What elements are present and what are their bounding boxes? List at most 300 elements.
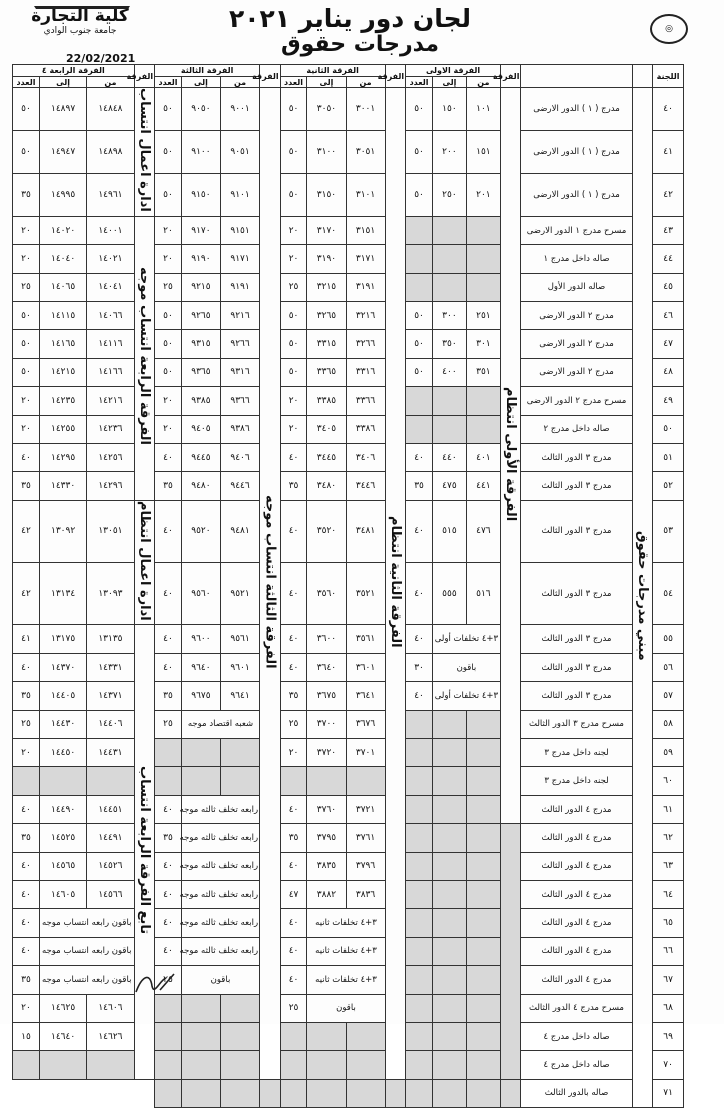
y1-to-cell: ٤٧٥ — [432, 472, 466, 500]
y4-from-cell: ١٣١٣٥ — [87, 625, 134, 653]
y2-count-cell: ٢٠ — [280, 415, 307, 443]
y2-to-cell: ٣١٠٠ — [307, 130, 346, 173]
table-row — [13, 1079, 684, 1107]
y4-from-cell: ١٣٠٩٣ — [87, 563, 134, 625]
committee-number: ٦٤ — [653, 880, 684, 908]
logo-roof-icon — [34, 6, 130, 19]
y2-from-cell: ٣٧٠١ — [346, 739, 385, 767]
y4-from-cell: ١٤٩٦١ — [87, 173, 134, 216]
committee-number: ٦٠ — [653, 767, 684, 795]
y3-count-cell: ٢٠ — [155, 216, 182, 244]
committee-number: ٧١ — [653, 1079, 684, 1107]
subheader-to-year4: إلى — [39, 77, 86, 88]
committee-number: ٦٩ — [653, 1022, 684, 1050]
y3-empty-cell — [155, 1051, 182, 1079]
y1-count-cell: ٤٠ — [406, 500, 433, 562]
y3-empty-cell — [181, 994, 220, 1022]
y3-empty-cell — [220, 1051, 259, 1079]
y4-from-cell: ١٤٢٥٦ — [87, 443, 134, 471]
y4-count-cell: ٤٠ — [13, 795, 40, 823]
y3-count-cell: ٥٠ — [155, 330, 182, 358]
y3-from-cell: ٩٠٥١ — [220, 130, 259, 173]
y3-count-cell: ٤٠ — [155, 500, 182, 562]
y3-from-cell: ٩٥٢١ — [220, 563, 259, 625]
y2-empty-cell — [346, 767, 385, 795]
y1-empty-cell — [432, 273, 466, 301]
y4-count-cell: ٣٥ — [13, 682, 40, 710]
y4-count-cell: ٥٠ — [13, 330, 40, 358]
y1-empty-cell — [466, 767, 500, 795]
y1-empty-cell — [466, 273, 500, 301]
y3-note-cell: رابعه تخلف ثالثه موجه — [181, 937, 259, 965]
y2-from-cell: ٣٤٤٦ — [346, 472, 385, 500]
y2-to-cell: ٣٣٦٥ — [307, 358, 346, 386]
y3-to-cell: ٩٦٧٥ — [181, 682, 220, 710]
y1-empty-cell — [432, 415, 466, 443]
y1-empty-cell — [466, 880, 500, 908]
y1-empty-cell — [406, 966, 433, 994]
place-cell: مدرج ٣ الدور الثالث — [521, 472, 632, 500]
y3-from-cell: ٩١٩١ — [220, 273, 259, 301]
committee-number: ٦١ — [653, 795, 684, 823]
y3-empty-cell — [181, 739, 220, 767]
y4-empty-cell — [87, 1051, 134, 1079]
y2-count-cell: ٢٠ — [280, 387, 307, 415]
y2-to-cell: ٣٤٨٠ — [307, 472, 346, 500]
y4-count-cell: ٤٠ — [13, 653, 40, 681]
y4-vertical-label — [134, 625, 155, 1079]
table-row — [13, 625, 684, 653]
y3-from-cell: ٩٠٠١ — [220, 88, 259, 131]
y2-count-cell: ٤٠ — [280, 653, 307, 681]
y4-from-cell: ١٤٤٠٦ — [87, 710, 134, 738]
committee-number: ٦٢ — [653, 824, 684, 852]
y1-empty-cell — [466, 795, 500, 823]
y4-to-cell: ١٤٥٦٥ — [39, 852, 86, 880]
y4-to-cell: ١٤٤٩٠ — [39, 795, 86, 823]
y1-from-cell: ١٥١ — [466, 130, 500, 173]
committee-number: ٤٣ — [653, 216, 684, 244]
y1-empty-cell — [406, 767, 433, 795]
y4-count-cell: ٤٠ — [13, 880, 40, 908]
y2-to-cell: ٣٧٠٠ — [307, 710, 346, 738]
y4-vertical-label — [134, 216, 155, 500]
y2-count-cell: ٢٠ — [280, 216, 307, 244]
committee-number: ٥٩ — [653, 739, 684, 767]
y1-empty-cell — [432, 824, 466, 852]
table-row — [13, 1022, 684, 1050]
y1-empty-cell — [432, 1051, 466, 1079]
y1-count-cell: ٥٠ — [406, 130, 433, 173]
y4-count-cell: ٤٠ — [13, 443, 40, 471]
y2-empty-cell — [307, 1051, 346, 1079]
place-cell: مسرح مدرج ١ الدور الارضى — [521, 216, 632, 244]
y2-count-cell: ٤٠ — [280, 563, 307, 625]
header-year4: الفرقة الرابعة ٤ — [13, 65, 135, 77]
y1-empty-cell — [432, 795, 466, 823]
header-year-label-2: الفرقة — [385, 65, 406, 88]
y1-empty-cell — [432, 909, 466, 937]
y2-count-cell: ٢٥ — [280, 994, 307, 1022]
y1-empty-cell — [500, 1079, 521, 1107]
table-row — [13, 245, 684, 273]
place-cell: صاله داخل مدرج ٢ — [521, 415, 632, 443]
y4-from-cell: ١٤٣٧١ — [87, 682, 134, 710]
y3-from-cell: ٩٣١٦ — [220, 358, 259, 386]
table-row — [13, 173, 684, 216]
y4-from-cell: ١٤٣٣١ — [87, 653, 134, 681]
y2-to-cell: ٣٧٩٥ — [307, 824, 346, 852]
y2-to-cell: ٣٢٦٥ — [307, 302, 346, 330]
y3-to-cell: ٩٣١٥ — [181, 330, 220, 358]
place-cell: صاله داخل مدرج ١ — [521, 245, 632, 273]
y3-empty-cell — [260, 1079, 281, 1107]
y4-from-cell: ١٣٠٥١ — [87, 500, 134, 562]
y4-count-cell: ٢٠ — [13, 216, 40, 244]
y1-from-cell: ٤٤١ — [466, 472, 500, 500]
y3-note-cell: رابعه تخلف ثالثه موجه — [181, 852, 259, 880]
y2-count-cell: ٤٠ — [280, 852, 307, 880]
y1-count-cell: ٣٥ — [406, 472, 433, 500]
table-row — [13, 415, 684, 443]
y4-to-cell: ١٤٢٣٥ — [39, 387, 86, 415]
y4-from-cell: ١٤٠٠١ — [87, 216, 134, 244]
y4-from-cell: ١٤٢١٦ — [87, 387, 134, 415]
y3-note-cell: رابعه تخلف ثالثه موجه — [181, 909, 259, 937]
y3-count-cell: ٤٠ — [155, 852, 182, 880]
y4-vertical-text: الفرقة الرابعة انتساب موجه — [136, 267, 152, 446]
y3-note-cell: شعبه اقتصاد موجه — [181, 710, 259, 738]
y1-count-cell: ٥٠ — [406, 330, 433, 358]
y4-from-cell: ١٤٠٦٦ — [87, 302, 134, 330]
y3-empty-cell — [155, 739, 182, 767]
y2-to-cell: ٣١٧٠ — [307, 216, 346, 244]
y4-to-cell: ١٤٩٩٥ — [39, 173, 86, 216]
y3-empty-cell — [181, 1051, 220, 1079]
y4-count-cell: ٣٥ — [13, 824, 40, 852]
y2-note-cell: ٣+٤ تخلفات ثانيه — [307, 937, 385, 965]
committee-number: ٥١ — [653, 443, 684, 471]
y4-count-cell: ٣٥ — [13, 472, 40, 500]
place-cell: صاله داخل مدرج ٤ — [521, 1051, 632, 1079]
table-row — [13, 472, 684, 500]
y2-from-cell: ٣٦٤١ — [346, 682, 385, 710]
committee-number: ٥٣ — [653, 500, 684, 562]
y4-count-cell: ٤٠ — [13, 937, 40, 965]
y4-count-cell: ٢٠ — [13, 415, 40, 443]
faculty-logo — [20, 6, 140, 50]
y3-count-cell: ٥٠ — [155, 358, 182, 386]
y2-from-cell: ٣٥٢١ — [346, 563, 385, 625]
y1-from-cell: ٢٠١ — [466, 173, 500, 216]
y4-from-cell: ١٤٨٤٨ — [87, 88, 134, 131]
university-seal-icon: ◎ — [650, 14, 688, 44]
y2-to-cell: ٣١٩٠ — [307, 245, 346, 273]
y3-note-cell: باقون — [181, 966, 259, 994]
document-header — [0, 0, 724, 66]
committee-number: ٤٦ — [653, 302, 684, 330]
y1-empty-cell — [466, 245, 500, 273]
y2-count-cell: ٣٥ — [280, 682, 307, 710]
y2-count-cell: ٢٥ — [280, 273, 307, 301]
y4-to-cell: ١٣١٣٤ — [39, 563, 86, 625]
y2-from-cell: ٣٧٦١ — [346, 824, 385, 852]
y4-count-cell: ٢٥ — [13, 710, 40, 738]
committee-number: ٦٨ — [653, 994, 684, 1022]
place-cell: مدرج ٤ الدور الثالث — [521, 824, 632, 852]
y4-count-cell: ٤٢ — [13, 563, 40, 625]
y4-note-cell: باقون رابعه انتساب موجه — [39, 909, 134, 937]
y2-note-cell: ٣+٤ تخلفات ثانيه — [307, 909, 385, 937]
y2-to-cell: ٣٨٨٢ — [307, 880, 346, 908]
y3-count-cell: ٤٠ — [155, 653, 182, 681]
y4-count-cell: ٢٠ — [13, 245, 40, 273]
y2-vertical-text: الفرقة الثانية انتظام — [387, 515, 403, 648]
y1-empty-cell — [406, 739, 433, 767]
place-cell: مدرج ٣ الدور الثالث — [521, 653, 632, 681]
y3-to-cell: ٩٤٠٥ — [181, 415, 220, 443]
table-row — [13, 500, 684, 562]
y2-count-cell: ٤٠ — [280, 909, 307, 937]
y3-to-cell: ٩١٩٠ — [181, 245, 220, 273]
y2-from-cell: ٣٠٥١ — [346, 130, 385, 173]
committee-number: ٤٨ — [653, 358, 684, 386]
y2-count-cell: ٣٥ — [280, 824, 307, 852]
y2-empty-cell — [307, 767, 346, 795]
y4-to-cell: ١٤٦٠٥ — [39, 880, 86, 908]
table-row — [13, 216, 684, 244]
y4-empty-cell — [39, 1051, 86, 1079]
y3-to-cell: ٩٦٠٠ — [181, 625, 220, 653]
y1-empty-cell — [406, 415, 433, 443]
y2-to-cell: ٣٤٠٥ — [307, 415, 346, 443]
y1-empty-cell — [466, 966, 500, 994]
y4-from-cell: ١٤٠٢١ — [87, 245, 134, 273]
place-cell: مدرج ٢ الدور الارضى — [521, 330, 632, 358]
y3-empty-cell — [181, 1022, 220, 1050]
committee-number: ٥٧ — [653, 682, 684, 710]
y4-from-cell: ١٤٥٦٦ — [87, 880, 134, 908]
header-year3: الفرقة الثالثة — [155, 65, 260, 77]
y3-from-cell: ٩٢٦٦ — [220, 330, 259, 358]
table-row — [13, 937, 684, 965]
y2-count-cell: ٥٠ — [280, 130, 307, 173]
y2-from-cell: ٣٢٦٦ — [346, 330, 385, 358]
y4-to-cell: ١٤٣٧٠ — [39, 653, 86, 681]
subheader-count-year2: العدد — [280, 77, 307, 88]
y3-from-cell: ٩٦٤١ — [220, 682, 259, 710]
header-committee: اللجنة — [653, 65, 684, 88]
y2-to-cell: ٣٧٢٠ — [307, 739, 346, 767]
y1-empty-cell — [432, 852, 466, 880]
subheader-to-year2: إلى — [307, 77, 346, 88]
place-cell: مدرج ٣ الدور الثالث — [521, 625, 632, 653]
y1-empty-cell — [406, 852, 433, 880]
y1-empty-cell — [406, 824, 433, 852]
y3-vertical-text: الفرقة الثالثة انتساب موجه — [262, 494, 278, 669]
subheader-from-year1: من — [466, 77, 500, 88]
y2-from-cell: ٣١٧١ — [346, 245, 385, 273]
header-year-label-3: الفرقة — [260, 65, 281, 88]
y4-from-cell: ١٤٥٢٦ — [87, 852, 134, 880]
table-row — [13, 880, 684, 908]
y4-empty-cell — [87, 767, 134, 795]
y4-from-cell: ١٤٦٢٦ — [87, 1022, 134, 1050]
place-vertical-label — [632, 88, 653, 1108]
y3-count-cell: ٥٠ — [155, 173, 182, 216]
y1-to-cell: ٤٤٠ — [432, 443, 466, 471]
y4-count-cell: ٢٠ — [13, 994, 40, 1022]
y3-count-cell: ٤٠ — [155, 937, 182, 965]
y1-to-cell: ٣٥٠ — [432, 330, 466, 358]
y1-empty-cell — [406, 1051, 433, 1079]
y3-from-cell: ٩١٥١ — [220, 216, 259, 244]
table-row — [13, 739, 684, 767]
y4-from-cell: ١٤٦٠٦ — [87, 994, 134, 1022]
y3-empty-cell — [220, 1022, 259, 1050]
y3-to-cell: ٩٥٦٠ — [181, 563, 220, 625]
y1-from-cell: ٤٠١ — [466, 443, 500, 471]
y3-to-cell: ٩٤٨٠ — [181, 472, 220, 500]
committee-number: ٤٩ — [653, 387, 684, 415]
y1-count-cell: ٤٠ — [406, 625, 433, 653]
table-row — [13, 130, 684, 173]
y1-empty-cell — [406, 387, 433, 415]
y2-count-cell: ٣٥ — [280, 472, 307, 500]
y2-empty-cell — [280, 1051, 307, 1079]
y1-note-cell: ٣+٤ تخلفات أولى — [432, 625, 500, 653]
y3-empty-cell — [220, 994, 259, 1022]
table-row — [13, 966, 684, 994]
y3-count-cell: ٢٥ — [155, 966, 182, 994]
header-year2: الفرقة الثانية — [280, 65, 385, 77]
y3-from-cell: ٩٤٨١ — [220, 500, 259, 562]
table-row — [13, 1051, 684, 1079]
place-cell: صاله داخل مدرج ٤ — [521, 1022, 632, 1050]
y1-count-cell: ٥٠ — [406, 88, 433, 131]
table-row — [13, 88, 684, 131]
y4-empty-cell — [220, 1079, 259, 1107]
y4-to-cell: ١٤٢١٥ — [39, 358, 86, 386]
y1-to-cell: ٥٥٥ — [432, 563, 466, 625]
y3-count-cell: ٣٥ — [155, 824, 182, 852]
y4-note-cell: باقون رابعه انتساب موجه — [39, 966, 134, 994]
header-place — [521, 65, 632, 88]
y2-count-cell: ٢٥ — [280, 710, 307, 738]
y4-count-cell: ٢٠ — [13, 387, 40, 415]
place-cell: صاله بالدور الثالث — [521, 1079, 632, 1107]
y1-from-cell: ١٠١ — [466, 88, 500, 131]
y1-empty-cell — [466, 415, 500, 443]
y2-count-cell: ٤٠ — [280, 937, 307, 965]
header-year-label-4: الفرقة — [134, 65, 155, 88]
y2-to-cell: ٣٣١٥ — [307, 330, 346, 358]
place-cell: مدرج ٤ الدور الثالث — [521, 795, 632, 823]
y1-count-cell: ٥٠ — [406, 358, 433, 386]
y1-empty-cell — [466, 216, 500, 244]
y3-empty-cell — [181, 767, 220, 795]
y2-from-cell: ٣٣٦٦ — [346, 387, 385, 415]
y1-empty-cell — [432, 387, 466, 415]
y3-count-cell: ٤٠ — [155, 443, 182, 471]
y4-from-cell: ١٤٤٣١ — [87, 739, 134, 767]
y1-empty-cell — [432, 216, 466, 244]
table-row — [13, 795, 684, 823]
y4-from-cell: ١٤٤٥١ — [87, 795, 134, 823]
y2-to-cell: ٣٨٣٥ — [307, 852, 346, 880]
subheader-count-year3: العدد — [155, 77, 182, 88]
y4-to-cell: ١٣٠٩٢ — [39, 500, 86, 562]
y4-count-cell: ٤٢ — [13, 500, 40, 562]
y2-from-cell: ٣١٥١ — [346, 216, 385, 244]
y4-from-cell: ١٤٠٤١ — [87, 273, 134, 301]
place-cell: مسرح مدرج ٣ الدور الثالث — [521, 710, 632, 738]
y3-to-cell: ٩١٠٠ — [181, 130, 220, 173]
committees-table — [12, 64, 684, 1108]
y4-count-cell: ٢٠ — [13, 739, 40, 767]
y4-note-cell: باقون رابعه انتساب موجه — [39, 937, 134, 965]
place-cell: مدرج ٤ الدور الثالث — [521, 880, 632, 908]
y1-count-cell: ٥٠ — [406, 173, 433, 216]
y3-count-cell: ٤٠ — [155, 880, 182, 908]
subheader-from-year2: من — [346, 77, 385, 88]
y1-from-cell: ٣٥١ — [466, 358, 500, 386]
subheader-count-year1: العدد — [406, 77, 433, 88]
y2-count-cell: ٢٠ — [280, 739, 307, 767]
header-year1: الفرقة الاولى — [406, 65, 501, 77]
y3-note-cell: رابعه تخلف ثالثه موجه — [181, 795, 259, 823]
y1-empty-cell — [406, 880, 433, 908]
y1-vertical-label — [500, 824, 521, 1080]
y3-from-cell: ٩١٠١ — [220, 173, 259, 216]
table-row — [13, 824, 684, 852]
committee-number: ٥٤ — [653, 563, 684, 625]
table-row — [13, 563, 684, 625]
y4-count-cell: ٣٥ — [13, 173, 40, 216]
y3-to-cell: ٩٤٤٥ — [181, 443, 220, 471]
y4-vertical-text: تابع الفرقة الرابعة انتساب — [136, 766, 152, 935]
y2-count-cell: ٥٠ — [280, 330, 307, 358]
place-cell: مدرج ( ١ ) الدور الارضى — [521, 173, 632, 216]
committee-number: ٥٢ — [653, 472, 684, 500]
y2-note-cell: باقون — [307, 994, 385, 1022]
y1-empty-cell — [406, 273, 433, 301]
y4-vertical-text: ادارة اعمال انتساب — [136, 88, 152, 212]
y1-empty-cell — [432, 1079, 466, 1107]
y2-count-cell: ٢٠ — [280, 245, 307, 273]
y1-empty-cell — [466, 909, 500, 937]
place-cell: صاله الدور الأول — [521, 273, 632, 301]
y1-count-cell: ٤٠ — [406, 682, 433, 710]
y4-count-cell: ٣٥ — [13, 966, 40, 994]
y1-empty-cell — [432, 1022, 466, 1050]
y4-from-cell: ١٤١٦٦ — [87, 358, 134, 386]
committee-number: ٦٦ — [653, 937, 684, 965]
place-cell: مدرج ٤ الدور الثالث — [521, 909, 632, 937]
committee-number: ٥٠ — [653, 415, 684, 443]
y4-empty-cell — [155, 1079, 182, 1107]
y2-from-cell: ٣٦٠١ — [346, 653, 385, 681]
y4-to-cell: ١٤٠٦٥ — [39, 273, 86, 301]
document-date: 22/02/2021 — [66, 52, 136, 65]
y4-to-cell: ١٤٥٢٥ — [39, 824, 86, 852]
page-title: لجان دور يناير ٢٠٢١ — [229, 4, 471, 33]
y4-from-cell: ١٤٨٩٨ — [87, 130, 134, 173]
y2-from-cell: ٣١٩١ — [346, 273, 385, 301]
y2-to-cell: ٣٦٧٥ — [307, 682, 346, 710]
y2-count-cell: ٥٠ — [280, 358, 307, 386]
y2-from-cell: ٣٣٨٦ — [346, 415, 385, 443]
